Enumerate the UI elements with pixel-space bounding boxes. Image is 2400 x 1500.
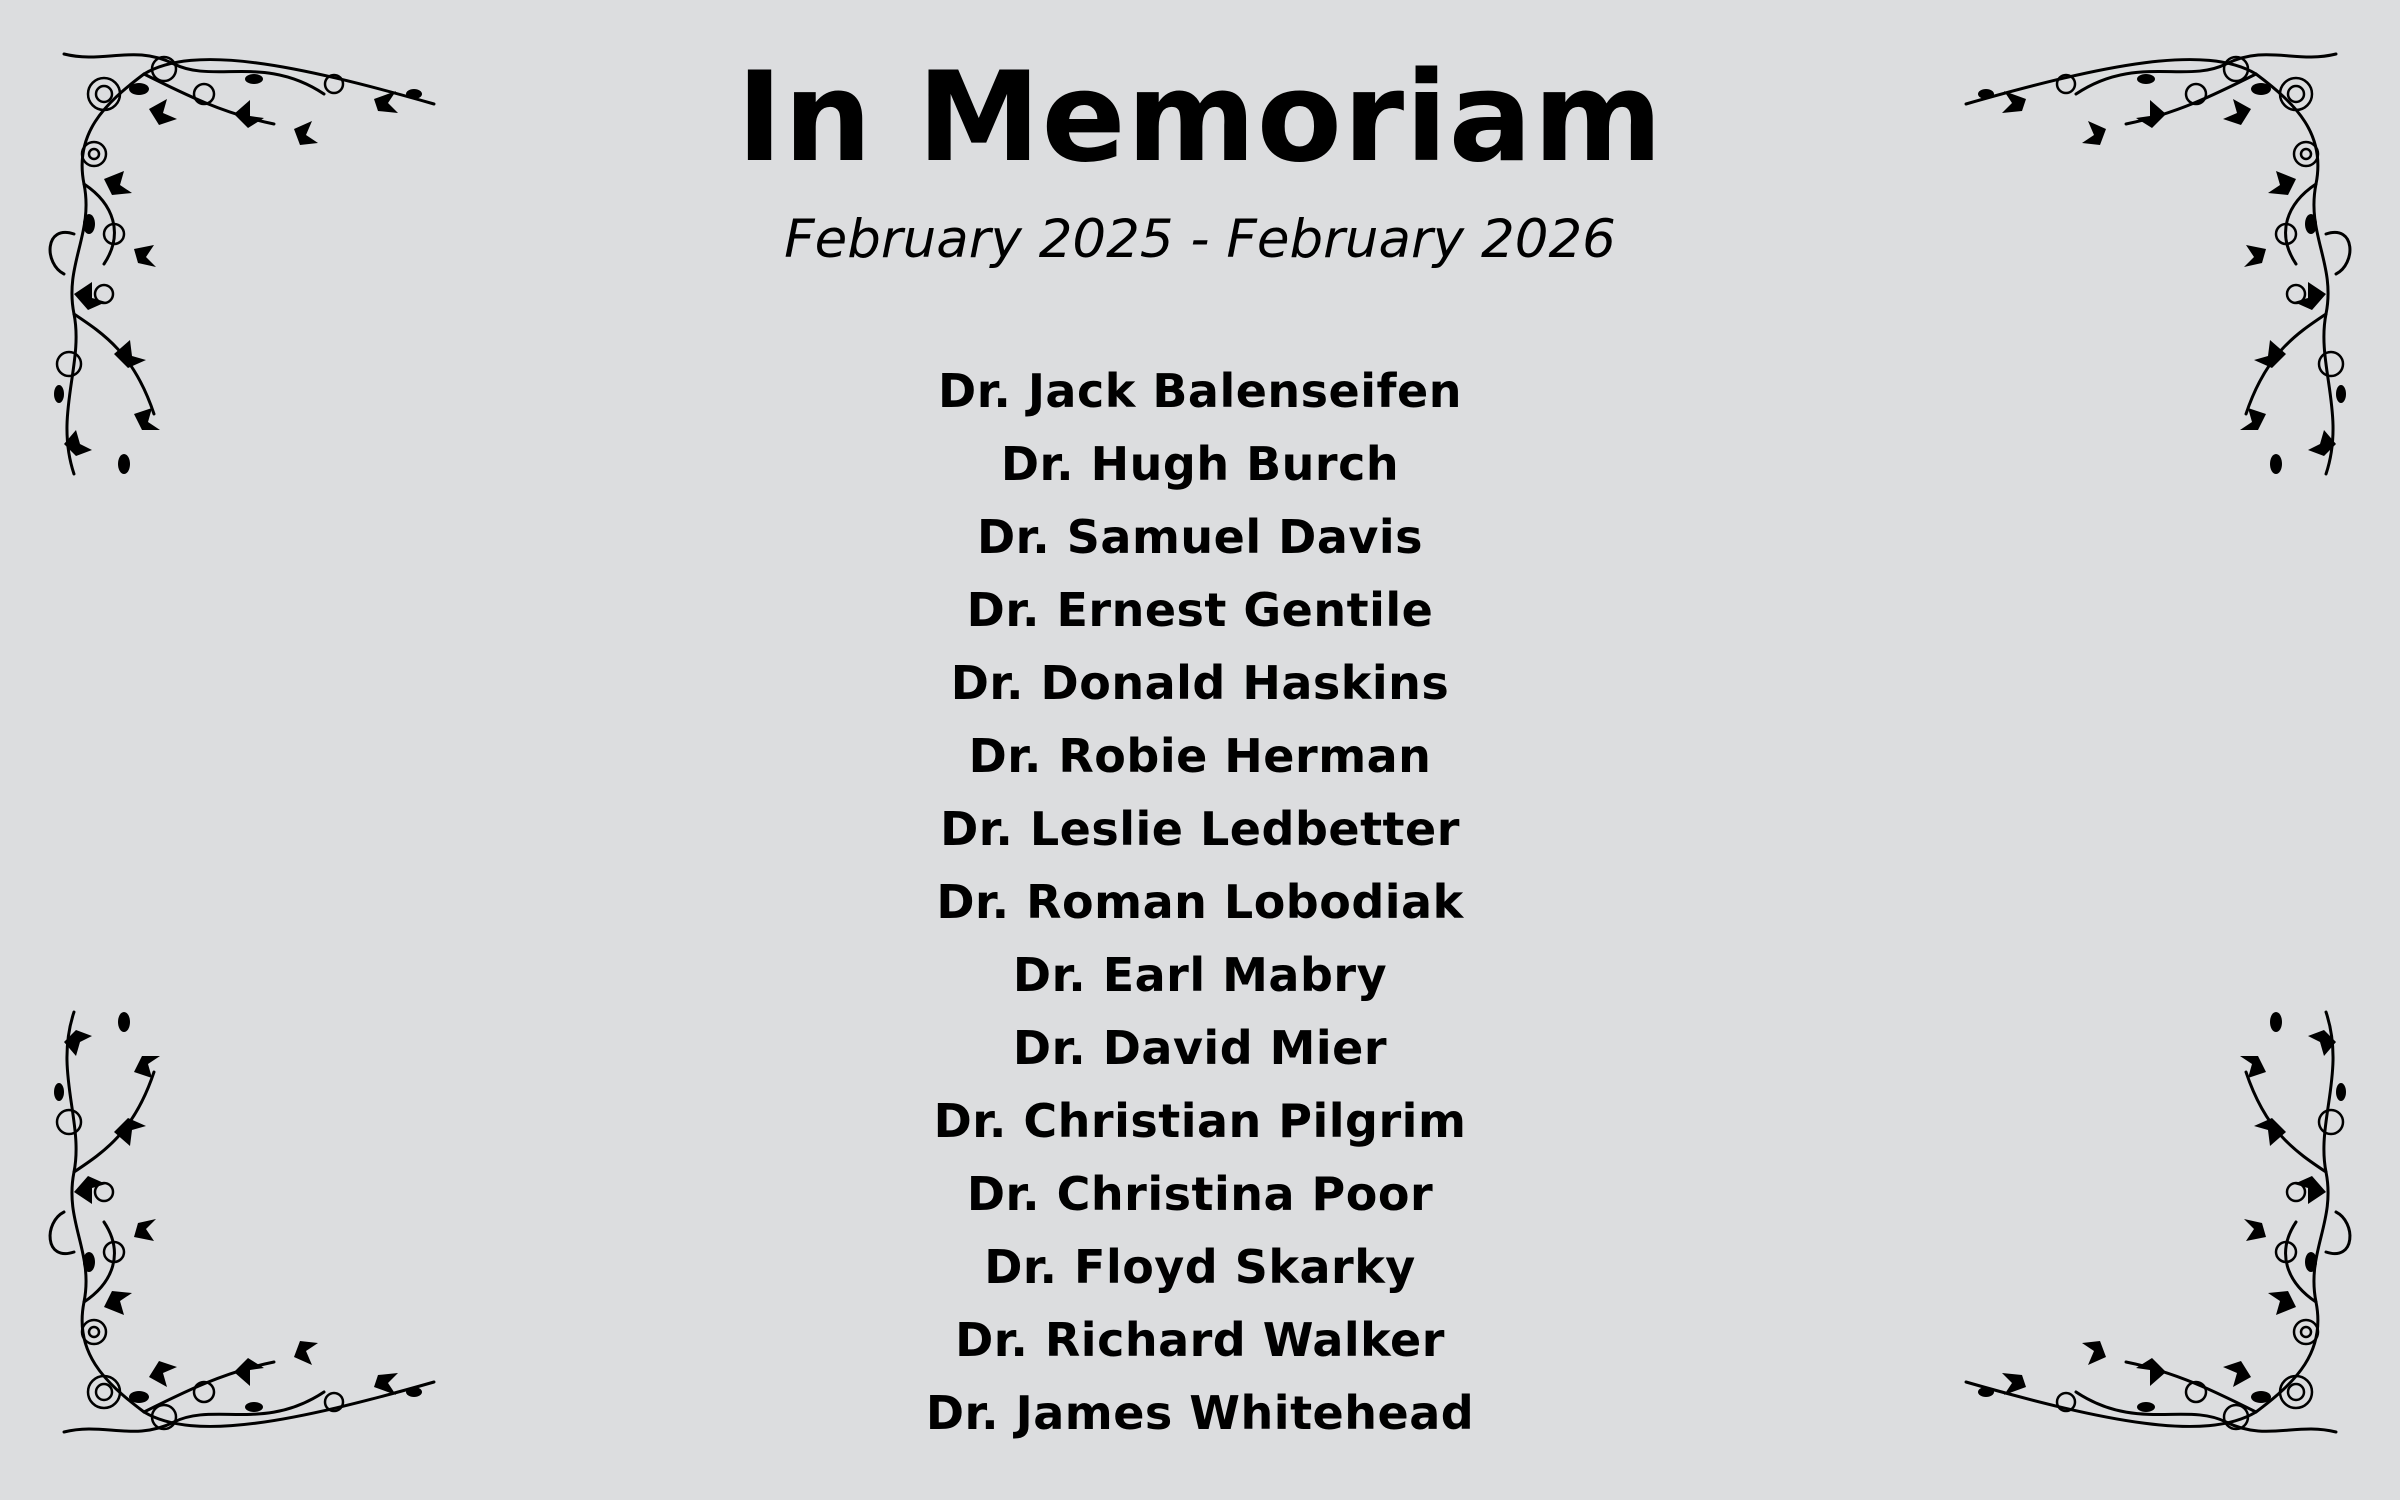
memorial-name: Dr. Earl Mabry [1012,948,1388,1002]
memorial-name: Dr. James Whitehead [925,1386,1475,1440]
memorial-name: Dr. David Mier [1012,1021,1388,1075]
memorial-name: Dr. Roman Lobodiak [936,875,1464,929]
memorial-name: Dr. Samuel Davis [977,510,1423,564]
memorial-name: Dr. Leslie Ledbetter [940,802,1460,856]
memorial-name-list [0,355,2400,1450]
date-range-subtitle: February 2025 - February 2026 [784,209,1616,270]
memorial-name: Dr. Jack Balenseifen [938,364,1462,418]
memorial-name: Dr. Ernest Gentile [966,583,1434,637]
memorial-name: Dr. Richard Walker [955,1313,1445,1367]
memorial-name: Dr. Robie Herman [968,729,1432,783]
memorial-name: Dr. Donald Haskins [950,656,1450,710]
memorial-name: Dr. Hugh Burch [1000,437,1400,491]
memorial-name: Dr. Christina Poor [966,1167,1434,1221]
page-title: In Memoriam [736,46,1664,190]
memorial-name: Dr. Floyd Skarky [984,1240,1416,1294]
memorial-name: Dr. Christian Pilgrim [933,1094,1467,1148]
